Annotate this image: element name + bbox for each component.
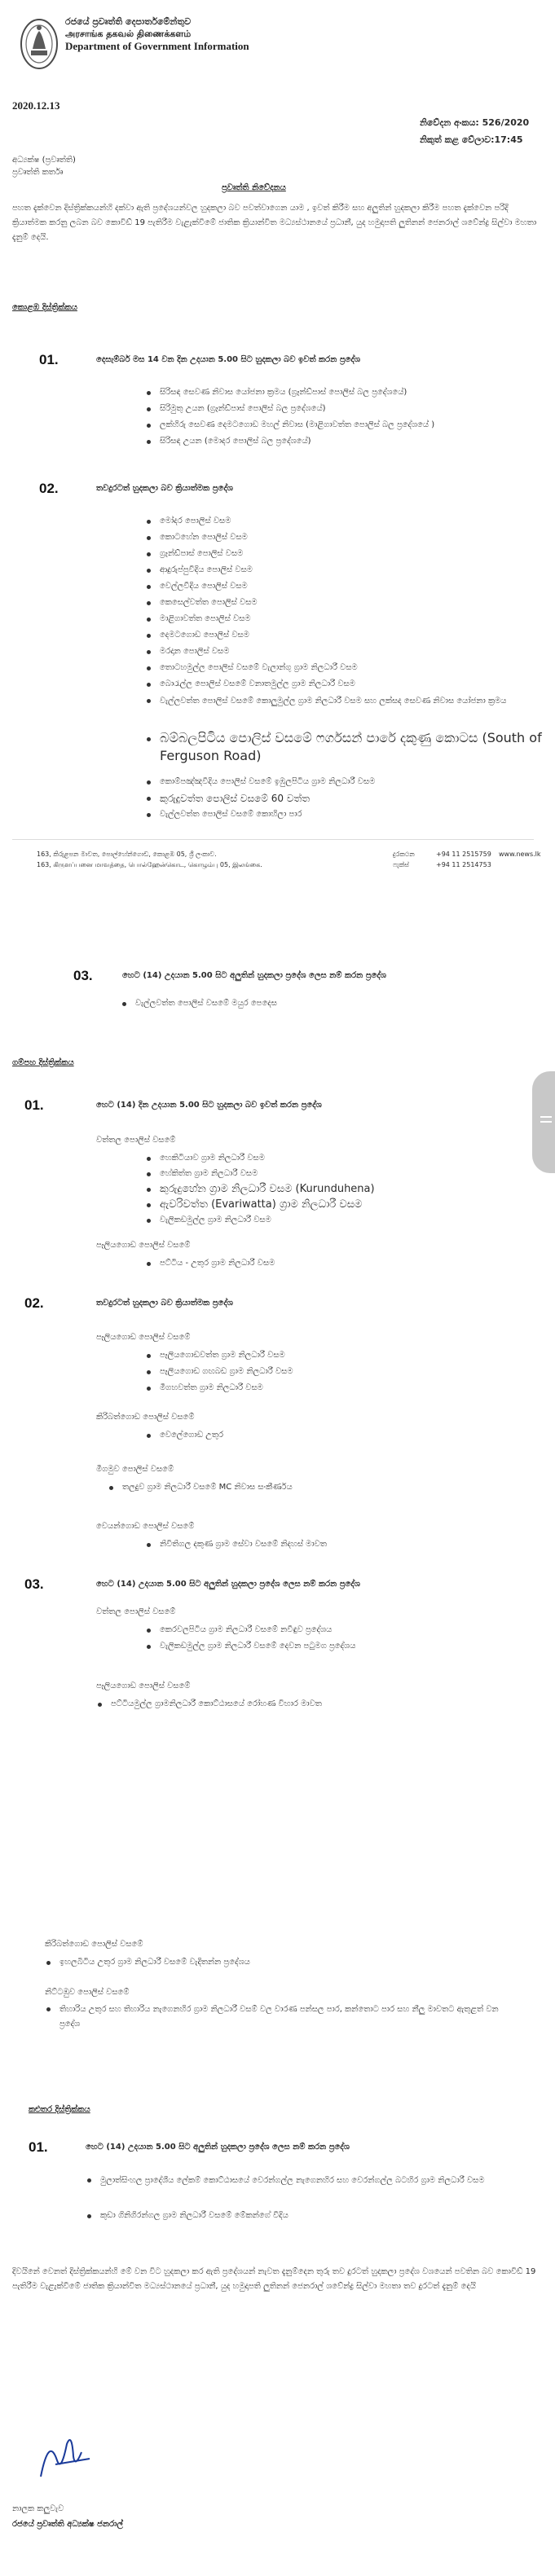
list-item: කෙරවලපිටිය ග්‍රාම නිලධාරී වසමේ නවීඳුව ප්‍රදේශය <box>145 1622 355 1638</box>
list-item-text: බම්බලපිටිය පොලිස් වසමේ ෆර්ගසන් පාරේ දකුණු කොටස (South of Ferguson Road) <box>160 730 542 763</box>
list-item: නිවිතිගල දකුණ ග්‍රාම සේවා වසමේ නිදහස් මාවත <box>145 1536 327 1553</box>
list-item: මීගහවත්ත ග්‍රාම නිලධාරී වසම <box>145 1380 293 1396</box>
section-title: හෙට (14) උදයාන 5.00 සිට අලුතින් හුදකලා ප්‍රදේශ ලෙස නම් කරන ප්‍රදේශ <box>86 2143 350 2152</box>
list-item: වැල්ලවත්ත පොලිස් වසමේ මයුර පෙදෙස <box>121 996 277 1012</box>
list-item: ආදුරුප්පුවීදිය පොලිස් වසම <box>145 562 358 578</box>
intro-paragraph: පහත දැක්වෙන දිස්ත්‍රික්කයන්හි දක්වා ඇති ප්‍රදේශයන්වල හුදකලා බව පවත්වාගෙන යාම , ඉවත් කිරීම සහ අලුතින් හුදකලා කිරීම පහත දැක්වෙන පරිදි ක්‍රියාත්මක කරනු ලබන බව කොවිඩ් 19 පැතිරීම වැළැක්වීමේ ජාතික ක්‍රියාන්විත මධ්‍යස්ථානයේ ප්‍රධානී, යුද හමුදාපති ලුතිනන් ජෙනරාල් ශවේන්ද්‍ර සිල්වා මහතා දැනුම් දෙයි. <box>12 204 537 242</box>
list-item <box>145 694 543 709</box>
list-item: සිරිසඳ සෙවණ නිවාස යෝජනා ක්‍රමය (ග්‍රෑන්ඩ්පාස් පොලිස් බල ප්‍රදේශයේ) <box>145 385 434 401</box>
gampaha-new-kiribathgoda-list <box>45 1954 250 1971</box>
list-item: තලදුව ග්‍රාම නිලධාරී වසමේ MC නිවාස සංකීර්ණය <box>108 1479 293 1496</box>
kalutara-new-list <box>86 2208 289 2224</box>
list-item: පෑලියගොඩ ගඟබඩ ග්‍රාම නිලධාරී වසම <box>145 1364 293 1380</box>
list-item: පට්ටියමුල්ල ග්‍රාමනිලධාරී කොට්ඨාසයේ රෝහණ විහාර මාවත <box>96 1696 322 1712</box>
list-item: බොරැල්ල පොලිස් වසමේ වනාතමුල්ල ග්‍රාම නිලධාරී වසම <box>145 676 358 692</box>
section-number: 01. <box>29 2139 48 2155</box>
section-title: තවදුරටත් හුදකලා බව ක්‍රියාත්මක ප්‍රදේශ <box>96 484 233 493</box>
list-item: ඇවරිවත්ත (Evariwatta) ග්‍රාම නිලධාරී වසම <box>145 1197 375 1212</box>
list-item: ලක්හිරු සෙවණ දෙමටගොඩ මහල් නිවාස (මාළිගාවත්ත පොලිස් බල ප්‍රදේශයේ ) <box>145 417 434 433</box>
colombo-continuing-list <box>145 513 358 692</box>
police-area-label: වත්තල පොලිස් වසමේ <box>96 1136 176 1145</box>
list-item-text: මුලාත්සිංහල ප්‍රාදේශීය ලේකම් කොට්ඨාසයේ වෙරන්ගල්ල නැගෙනහිර සහ වෙරන්ගල්ල බටහිර ග්‍රාම නිලධාරී වසම <box>100 2176 485 2185</box>
gampaha-continuing-peliyagoda-list <box>145 1347 293 1396</box>
gampaha-continuing-kiribathgoda-list <box>145 1427 223 1444</box>
colombo-new-list <box>121 996 277 1012</box>
list-item: සිරිසඳ උයන (මොදර පොලිස් බල ප්‍රදේශයේ) <box>145 433 434 450</box>
footer-fax-label: ෆැක්ස් <box>393 861 409 868</box>
section-title: හෙට (14) දින උදයාන 5.00 සිට හුදකලා බව ඉවත් කරන ප්‍රදේශ <box>96 1101 322 1110</box>
list-item: පෑලියගොඩවත්ත ග්‍රාම නිලධාරී වසම <box>145 1347 293 1364</box>
list-item: වෙල්ලවීදිය පොලිස් වසම <box>145 578 358 595</box>
police-area-label: කිරිබත්ගොඩ පොලිස් වසමේ <box>45 1940 143 1949</box>
gampaha-continuing-veyangoda-list <box>145 1536 327 1553</box>
list-item: දෙමටගොඩ පොලිස් වසම <box>145 627 358 644</box>
police-area-label: වෙයන්ගොඩ පොලිස් වසමේ <box>96 1522 195 1531</box>
list-item: කොටහේන පොලිස් වසම <box>145 530 358 546</box>
list-item: ග්‍රෑන්ඩ්පාස් පොලිස් වසම <box>145 546 358 562</box>
section-title: දෙසැම්බර් මස 14 වන දින උදයාන 5.00 සිට හුදකලා බව ඉවත් කරන ප්‍රදේශ <box>96 355 360 364</box>
closing-paragraph: දිවයිනේ වෙනත් දිස්ත්‍රික්කයන්හි මේ වන විට හුදකලා කර ඇති ප්‍රදේශයන් නැවත දැනුම්දෙන තුරු තව දුරටත් හුදකලා ප්‍රදේශ වශයෙන් පවතින බව කොවිඩ් 19 පැතිරීම වැළැක්වීමේ ජාතික ක්‍රියාන්විත මධ්‍යස්ථානයේ ප්‍රධානී, යුද හමුදාපති ලුතිනන් ජෙනරාල් ශවේන්ද්‍ර සිල්වා මහතා තව දුරටත් දැනුම් දෙයි <box>12 2267 536 2291</box>
section-number: 03. <box>73 968 93 983</box>
org-name-sinhala: රජයේ ප්‍රවෘත්ති දෙපාර්තමේන්තුව <box>65 16 192 27</box>
list-item <box>145 729 543 765</box>
notice-number: නිවේදන අංකය: 526/2020 <box>420 117 530 128</box>
list-item <box>45 2002 516 2032</box>
footer-divider <box>12 839 534 840</box>
list-item: මරදාන පොලිස් වසම <box>145 644 358 660</box>
gampaha-new-peliyagoda-list <box>96 1696 322 1712</box>
gampaha-lifted-wattala-list <box>145 1150 375 1228</box>
section-title: හෙට (14) උදයාන 5.00 සිට අලුතින් හුදකලා ප්‍රදේශ ලෙස නම් කරන ප්‍රදේශ <box>96 1580 360 1589</box>
section-title: තවදුරටත් හුදකලා බව ක්‍රියාත්මක ප්‍රදේශ <box>96 1299 233 1308</box>
police-area-label: වත්තල පොලිස් වසමේ <box>96 1607 176 1616</box>
gampaha-continuing-negombo-list <box>96 1479 293 1496</box>
section-number: 02. <box>24 1295 44 1311</box>
footer-website: www.news.lk <box>499 851 541 858</box>
district-heading-kalutara: කළුතර දිස්ත්‍රික්කය <box>29 2105 90 2114</box>
list-item: වෙලේගොඩ උතුර <box>145 1427 223 1444</box>
footer-tel-label: දුරකථන <box>393 851 415 858</box>
list-item <box>86 2174 524 2188</box>
recipient-1: අධ්‍යක්ෂ (ප්‍රවෘත්ති) <box>12 156 76 165</box>
list-item: කුරුදුහේන ග්‍රාම නිලධාරී වසම (Kurunduhena) <box>145 1181 375 1197</box>
list-item: හෙකිටියාව ග්‍රාම නිලධාරී වසම <box>145 1150 375 1166</box>
signatory-title: රජයේ ප්‍රවෘත්ති අධ්‍යක්ෂ ජනරාල් <box>12 2520 124 2529</box>
side-panel-handle[interactable] <box>532 1071 555 1173</box>
list-item: කුරුදුවත්ත පොලිස් වසමේ 60 වත්ත <box>145 790 375 807</box>
list-item-text: වැල්ලවත්ත පොලිස් වසමේ කොලුමුල්ල ග්‍රාම නිලධාරී වසම සහ ලක්සද සෙවණ නිවාස යෝජනා ක්‍රමය <box>160 697 507 706</box>
issued-time: නිකුත් කළ වේලාව:17:45 <box>420 134 523 145</box>
list-item: වැලිකඩමුල්ල ග්‍රාම නිලධාරී වසමේ දෙවන පටුමග ප්‍රදේශය <box>145 1638 355 1655</box>
gampaha-new-wattala-list <box>145 1622 355 1655</box>
notice-title: ප්‍රවෘත්ති නිවේදනය <box>222 183 286 192</box>
footer-tel: +94 11 2515759 <box>436 851 491 858</box>
list-item: කොම්පඤ්ඤවීදිය පොලිස් වසමේ ඉඹුලපිටිය ග්‍රාම නිලධාරී වසම <box>145 774 375 790</box>
footer-fax: +94 11 2514753 <box>436 861 491 868</box>
police-area-label: පෑලියගොඩ පොලිස් වසමේ <box>96 1681 191 1690</box>
list-item: මෝදර පොලිස් වසම <box>145 513 358 530</box>
list-item: වැල්ලවත්ත පොලිස් වසමේ කොහිලා පාර <box>145 807 375 823</box>
list-item: පට්ටිය - උතුර ග්‍රාම නිලධාරී වසම <box>145 1255 275 1272</box>
list-item: තොටහමුල්ල පොලිස් වසමේ වැලාන්ගු ග්‍රාම නිලධාරී වසම <box>145 660 358 676</box>
org-name-english: Department of Government Information <box>65 40 249 52</box>
notice-date: 2020.12.13 <box>12 99 60 112</box>
org-name-tamil: அரசாங்க தகவல் திணைக்களம் <box>65 29 192 39</box>
list-item: කුඩා ගිනිගිරන්ගල ග්‍රාම නිලධාරී වසමේ මේකන්ගේ වීදිය <box>86 2208 289 2224</box>
section-number: 01. <box>24 1097 44 1113</box>
section-number: 01. <box>39 352 59 367</box>
police-area-label: කිරිබත්ගොඩ පොලිස් වසමේ <box>96 1413 195 1422</box>
footer-address: 163, කිරුළපන මාවත, පොල්හේන්ගොඩ, කොළඹ 05, ශ්‍රී ලංකාව. <box>37 851 217 858</box>
section-number: 03. <box>24 1576 44 1592</box>
police-area-label: පෑලියගොඩ පොලිස් වසමේ <box>96 1241 191 1250</box>
signature-mark <box>33 2428 98 2485</box>
police-area-label: පෑලියගොඩ පොලිස් වසමේ <box>96 1333 191 1342</box>
list-item: කෙසෙල්වත්ත පොලිස් වසම <box>145 595 358 611</box>
footer-address-tamil: 163, கிருளப்பனை மாவத்தை, பொல்ஹேன்கொட, கொழும்பு 05, இலங்கை. <box>37 861 262 868</box>
list-item: ඉහලබිටිය උතුර ග්‍රාම නිලධාරී වසමේ වැදිතන්න ප්‍රදේශය <box>45 1954 250 1971</box>
list-item: හේකිත්ත ග්‍රාම නිලධාරී වසම <box>145 1166 375 1181</box>
list-item: සිරිමුතු උයන (ග්‍රෑන්ඩ්පාස් පොලිස් බල ප්‍රදේශයේ) <box>145 401 434 417</box>
list-item: මාළිගාවත්ත පොලිස් වසම <box>145 611 358 627</box>
district-heading-gampaha: ගම්පහ දිස්ත්‍රික්කය <box>12 1058 74 1067</box>
district-heading-colombo: කොළඹ දිස්ත්‍රික්කය <box>12 303 77 312</box>
list-item-text: තිහාරිය උතුර සහ තිහාරිය නැගෙනහිර ග්‍රාම නිලධාරී වසම් වල වාරණ පන්සල පාර, කන්තොට පාර සහ නීලු මාවතට ඇතුළත් වන ප්‍රදේශ <box>59 2005 499 2029</box>
colombo-lifted-list <box>145 385 434 450</box>
recipient-2: ප්‍රවෘත්ති කර්තෘ <box>12 168 64 177</box>
police-area-label: මීගමුව පොලිස් වසමේ <box>96 1465 174 1474</box>
gampaha-lifted-peliyagoda-list <box>145 1255 275 1272</box>
police-area-label: නිට්ටඹුව පොලිස් වසමේ <box>45 1988 130 1997</box>
section-number: 02. <box>39 481 59 496</box>
list-item: වැලිකඩමුල්ල ග්‍රාම නිලධාරී වසම <box>145 1212 375 1228</box>
section-title: හෙට (14) උදයාන 5.00 සිට අලුතින් හුදකලා ප්‍රදේශ ලෙස නම් කරන ප්‍රදේශ <box>122 971 386 980</box>
signatory-name: නාලක කලුවැව <box>12 2504 64 2513</box>
emblem-logo <box>18 16 60 72</box>
colombo-continuing-list-tail <box>145 774 375 823</box>
